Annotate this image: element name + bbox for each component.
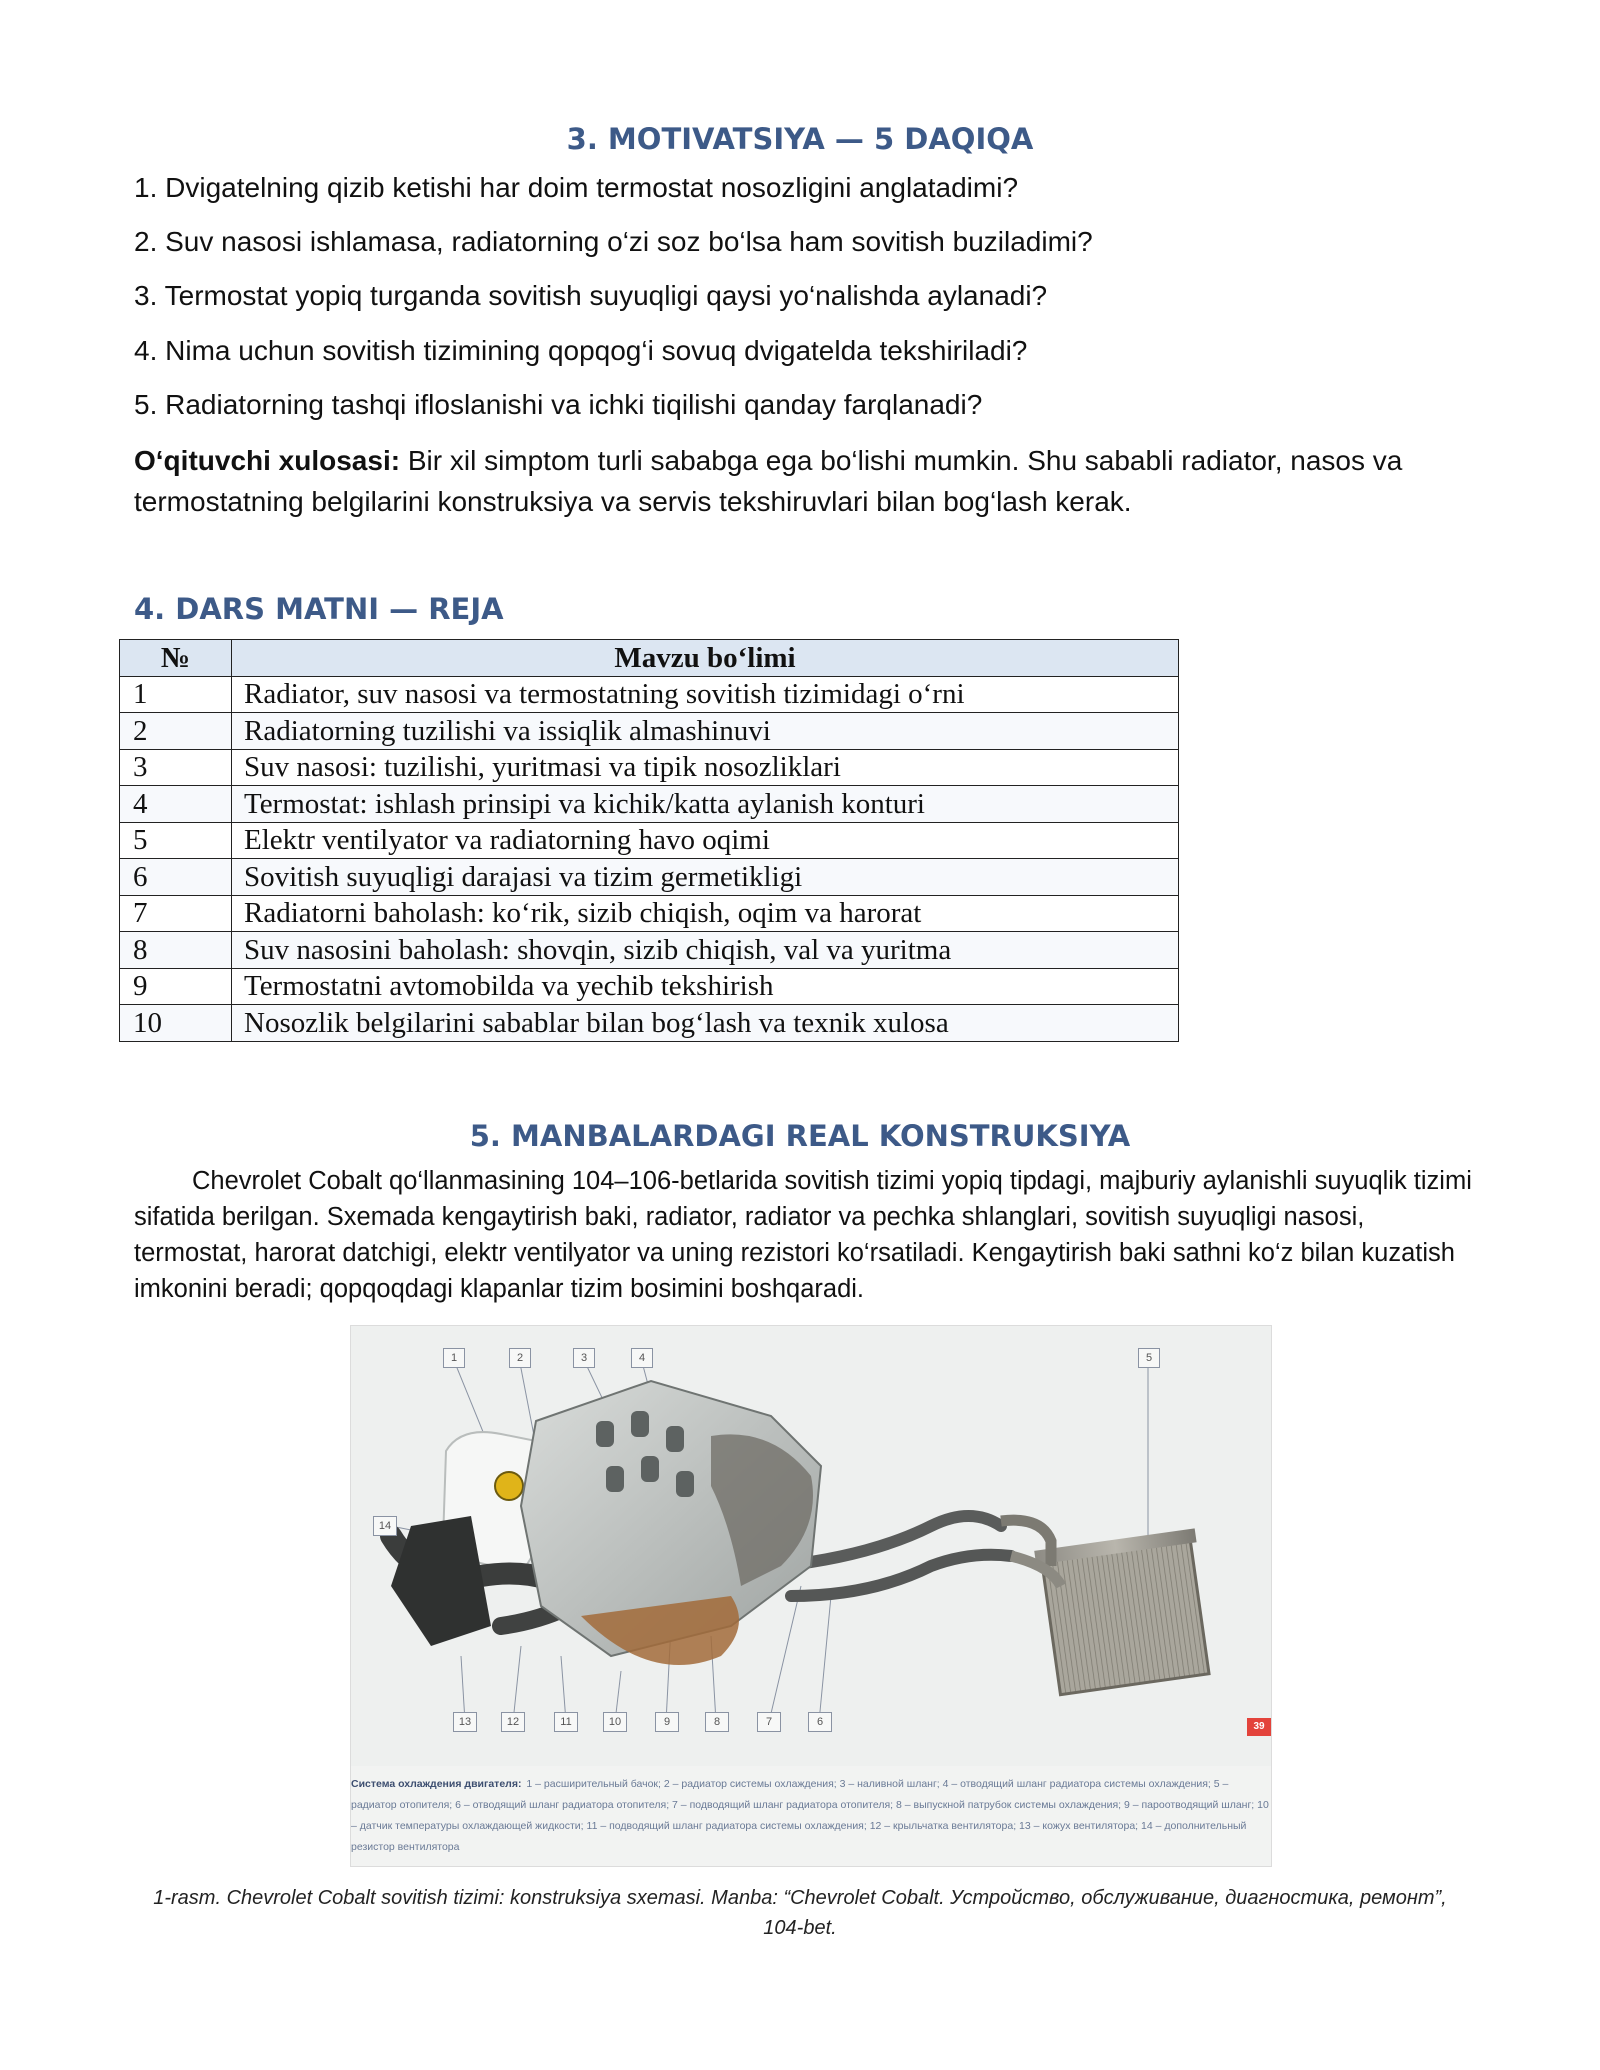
table-row bbox=[120, 932, 1179, 969]
question-item: 4. Nima uchun sovitish tizimining qopqog‘i sovuq dvigatelda tekshiriladi? bbox=[134, 335, 1028, 366]
callout-label: 11 bbox=[554, 1712, 578, 1732]
engine-illustration bbox=[351, 1326, 1271, 1766]
section-title-construction: 5. MANBALARDAGI REAL KONSTRUKSIYA bbox=[469, 1119, 1131, 1153]
table-row bbox=[120, 749, 1179, 786]
callout-label: 13 bbox=[453, 1712, 477, 1732]
callout-label: 9 bbox=[655, 1712, 679, 1732]
table-header-row bbox=[120, 640, 1179, 677]
callout-label: 1 bbox=[443, 1348, 465, 1368]
table-row bbox=[120, 713, 1179, 750]
row-number: 4 bbox=[120, 786, 232, 823]
table-row bbox=[120, 786, 1179, 823]
row-topic: Termostat: ishlash prinsipi va kichik/katta aylanish konturi bbox=[232, 786, 1179, 823]
callout-label: 5 bbox=[1138, 1348, 1160, 1368]
conclusion-label: O‘qituvchi xulosasi: bbox=[134, 445, 401, 476]
row-topic: Radiator, suv nasosi va termostatning sovitish tizimidagi o‘rni bbox=[232, 676, 1179, 713]
table-row bbox=[120, 895, 1179, 932]
row-number: 9 bbox=[120, 968, 232, 1005]
row-number: 5 bbox=[120, 822, 232, 859]
callout-label: 8 bbox=[705, 1712, 729, 1732]
row-topic: Nosozlik belgilarini sabablar bilan bog‘lash va texnik xulosa bbox=[232, 1005, 1179, 1042]
column-header-topic: Mavzu bo‘limi bbox=[232, 640, 1179, 677]
callout-label: 7 bbox=[757, 1712, 781, 1732]
question-item: 1. Dvigatelning qizib ketishi har doim termostat nosozligini anglatadimi? bbox=[134, 172, 1019, 203]
section-title-motivation: 3. MOTIVATSIYA — 5 DAQIQA bbox=[566, 122, 1034, 156]
row-number: 7 bbox=[120, 895, 232, 932]
row-number: 1 bbox=[120, 676, 232, 713]
row-topic: Radiatorni baholash: ko‘rik, sizib chiqish, oqim va harorat bbox=[232, 895, 1179, 932]
column-header-number: № bbox=[120, 640, 232, 677]
callout-label: 14 bbox=[373, 1516, 397, 1536]
callout-label: 3 bbox=[573, 1348, 595, 1368]
figure-inner-caption-text: 1 – расширительный бачок; 2 – радиатор системы охлаждения; 3 – наливной шланг; 4 – отводящий шланг радиатора системы охлаждения; 5 – радиатор отопителя; 6 – отводящий шланг радиатора отопителя; 7 – подводящий шланг радиатора отопителя; 8 – выпускной патрубок системы охлаждения; 9 – пароотводящий шланг; 10 – датчик температуры охлаждающей жидкости; 11 – подводящий шланг радиатора системы охлаждения; 12 – крыльчатка вентилятора; 13 – кожух вентилятора; 14 – дополнительный резистор вентилятора bbox=[351, 1778, 1269, 1853]
callout-label: 12 bbox=[501, 1712, 525, 1732]
table-row bbox=[120, 1005, 1179, 1042]
callout-label: 10 bbox=[603, 1712, 627, 1732]
question-item: 3. Termostat yopiq turganda sovitish suyuqligi qaysi yo‘nalishda aylanadi? bbox=[134, 280, 1048, 311]
section-title-plan: 4. DARS MATNI — REJA bbox=[134, 592, 504, 626]
callout-label: 4 bbox=[631, 1348, 653, 1368]
row-number: 3 bbox=[120, 749, 232, 786]
row-topic: Sovitish suyuqligi darajasi va tizim germetikligi bbox=[232, 859, 1179, 896]
conclusion-text: Bir xil simptom turli sababga ega bo‘lishi mumkin. Shu sababli radiator, nasos va termostatning belgilarini konstruksiya va servis tekshiruvlari bilan bog‘lash kerak. bbox=[134, 445, 1403, 517]
row-number: 10 bbox=[120, 1005, 232, 1042]
table-row bbox=[120, 822, 1179, 859]
cooling-system-figure bbox=[350, 1325, 1272, 1867]
row-topic: Radiatorning tuzilishi va issiqlik almashinuvi bbox=[232, 713, 1179, 750]
table-row bbox=[120, 859, 1179, 896]
callout-label: 6 bbox=[808, 1712, 832, 1732]
row-number: 6 bbox=[120, 859, 232, 896]
table-row bbox=[120, 676, 1179, 713]
question-item: 2. Suv nasosi ishlamasa, radiatorning o‘zi soz bo‘lsa ham sovitish buziladimi? bbox=[134, 226, 1093, 257]
row-number: 8 bbox=[120, 932, 232, 969]
figure-caption: 1-rasm. Chevrolet Cobalt sovitish tizimi: konstruksiya sxemasi. Manba: “Chevrolet Cobalt. Устройство, обслуживание, диагностика, ремонт”, 104-bet. bbox=[153, 1887, 1447, 1939]
row-topic: Termostatni avtomobilda va yechib tekshirish bbox=[232, 968, 1179, 1005]
row-topic: Suv nasosi: tuzilishi, yuritmasi va tipik nosozliklari bbox=[232, 749, 1179, 786]
question-item: 5. Radiatorning tashqi ifloslanishi va ichki tiqilishi qanday farqlanadi? bbox=[134, 389, 983, 420]
row-topic: Suv nasosini baholash: shovqin, sizib chiqish, val va yuritma bbox=[232, 932, 1179, 969]
row-topic: Elektr ventilyator va radiatorning havo oqimi bbox=[232, 822, 1179, 859]
callout-label: 2 bbox=[509, 1348, 531, 1368]
row-number: 2 bbox=[120, 713, 232, 750]
figure-inner-caption-title: Система охлаждения двигателя: bbox=[351, 1778, 522, 1790]
figure-inner-caption bbox=[351, 1766, 1271, 1858]
table-row bbox=[120, 968, 1179, 1005]
teacher-conclusion bbox=[134, 440, 1474, 522]
construction-paragraph: Chevrolet Cobalt qo‘llanmasining 104–106-betlarida sovitish tizimi yopiq tipdagi, majburiy aylanishli suyuqlik tizimi sifatida berilgan. Sxemada kengaytirish baki, radiator, radiator va pechka shlanglari, sovitish suyuqligi nasosi, termostat, harorat datchigi, elektr ventilyator va uning rezistori ko‘rsatiladi. Kengaytirish baki sathni ko‘z bilan kuzatish imkonini beradi; qopqoqdagi klapanlar tizim bosimini boshqaradi. bbox=[134, 1167, 1472, 1303]
page-tab-number: 39 bbox=[1253, 1721, 1265, 1732]
plan-table bbox=[119, 639, 1179, 1042]
